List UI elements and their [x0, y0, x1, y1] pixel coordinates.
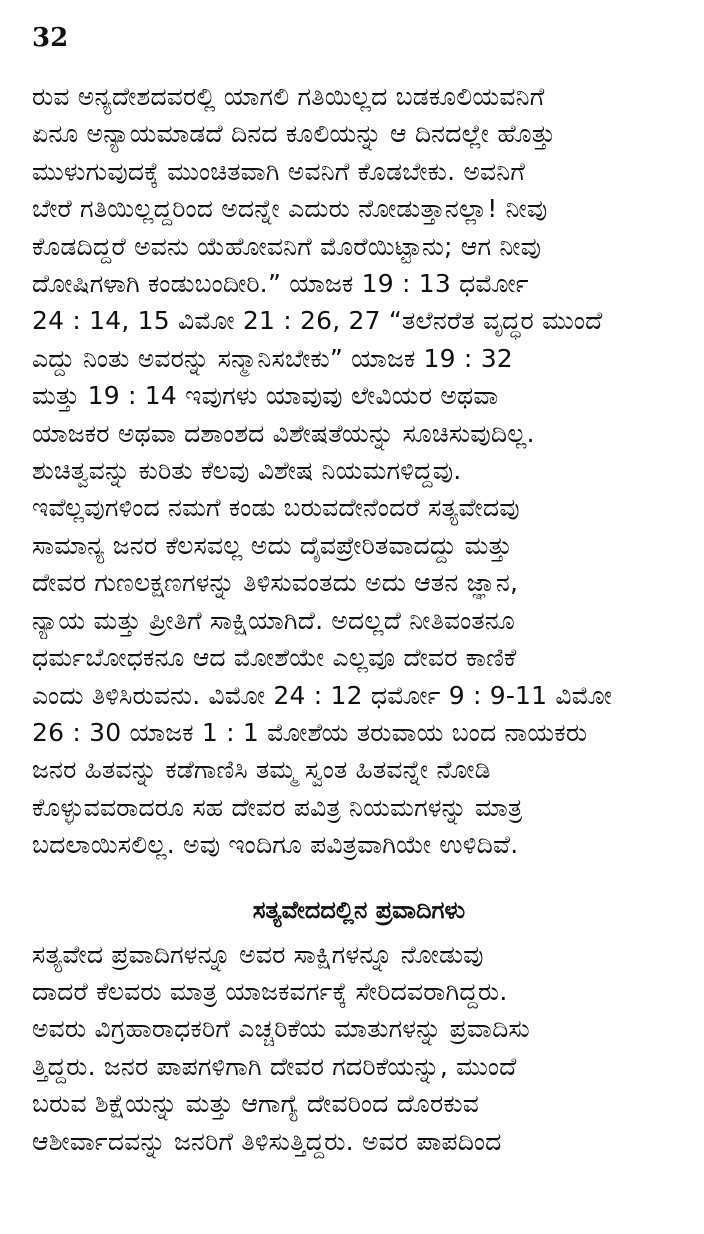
text-line: ತ್ತಿದ್ದರು. ಜನರ ಪಾಪಗಳಿಗಾಗಿ ದೇವರ ಗದರಿಕೆಯನ್ನು, ಮುಂದೆ	[32, 1051, 517, 1081]
text-line: ದೋಷಿಗಳಾಗಿ ಕಂಡುಬಂದೀರಿ.” ಯಾಜಕ 19 : 13 ಧರ್ಮೋ	[32, 269, 529, 299]
text-line: 24 : 14, 15 ವಿಮೋ 21 : 26, 27 “ತಲೆನರೆತ ವೃದ್ಧರ ಮುಂದೆ	[32, 306, 603, 336]
text-line: ಮತ್ತು 19 : 14 ಇವುಗಳು ಯಾವುವು ಲೇವಿಯರ ಅಥವಾ	[32, 381, 499, 411]
text-line: ಧರ್ಮಬೋಧಕನೂ ಆದ ಮೋಶೆಯೇ ಎಲ್ಲವೂ ದೇವರ ಕಾಣಿಕೆ	[32, 643, 517, 673]
text-line: 26 : 30 ಯಾಜಕ 1 : 1 ಮೋಶೆಯ ತರುವಾಯ ಬಂದ ನಾಯಕರು	[32, 717, 588, 747]
text-line: ಯಾಜಕರ ಅಥವಾ ದಶಾಂಶದ ವಿಶೇಷತೆಯನ್ನು ಸೂಚಿಸುವುದಿಲ್ಲ.	[32, 418, 535, 448]
text-line: ಜನರ ಹಿತವನ್ನು ಕಡೆಗಾಣಿಸಿ ತಮ್ಮ ಸ್ವಂತ ಹಿತವನ್ನೇ ನೋಡಿ	[32, 755, 491, 785]
text-line: ಬೇರೆ ಗತಿಯಿಲ್ಲದ್ದರಿಂದ ಅದನ್ನೇ ಎದುರು ನೋಡುತ್ತಾನಲ್ಲಾ! ನೀವು	[32, 194, 548, 224]
text-line: ಬದಲಾಯಿಸಲಿಲ್ಲ. ಅವು ಇಂದಿಗೂ ಪವಿತ್ರವಾಗಿಯೇ ಉಳಿದಿವೆ.	[32, 830, 519, 860]
text-line: ದಾದರೆ ಕೆಲವರು ಮಾತ್ರ ಯಾಜಕವರ್ಗಕ್ಕೆ ಸೇರಿದವರಾಗಿದ್ದರು.	[32, 976, 508, 1006]
page-number: 32	[32, 23, 69, 53]
text-line: ಎಂದು ತಿಳಿಸಿರುವನು. ವಿಮೋ 24 : 12 ಧರ್ಮೋ 9 : 9-11 ವಿಮೋ	[32, 680, 613, 710]
paragraph-prophets	[32, 936, 686, 1160]
text-line: ಕೊಡದಿದ್ದರೆ ಅವನು ಯೆಹೋವನಿಗೆ ಮೊರೆಯಿಟ್ಟಾನು; ಆಗ ನೀವು	[32, 231, 542, 261]
text-line: ಮುಳುಗುವುದಕ್ಕೆ ಮುಂಚಿತವಾಗಿ ಅವನಿಗೆ ಕೊಡಬೇಕು. ಅವನಿಗೆ	[32, 156, 526, 186]
text-line: ರುವ ಅನ್ಯದೇಶದವರಲ್ಲಿ ಯಾಗಲಿ ಗತಿಯಿಲ್ಲದ ಬಡಕೂಲಿಯವನಿಗೆ	[32, 82, 545, 111]
text-line: ಕೊಳ್ಳುವವರಾದರೂ ಸಹ ದೇವರ ಪವಿತ್ರ ನಿಯಮಗಳನ್ನು ಮಾತ್ರ	[32, 792, 523, 822]
text-line: ಆಶೀರ್ವಾದವನ್ನು ಜನರಿಗೆ ತಿಳಿಸುತ್ತಿದ್ದರು. ಅವರ ಪಾಪದಿಂದ	[32, 1126, 502, 1156]
text-line: ಸಾಮಾನ್ಯ ಜನರ ಕೆಲಸವಲ್ಲ ಅದು ದೈವಪ್ರೇರಿತವಾದದ್ದು ಮತ್ತು	[32, 530, 513, 560]
text-line: ಏನೂ ಅನ್ಯಾಯಮಾಡದೆ ದಿನದ ಕೂಲಿಯನ್ನು ಆ ದಿನದಲ್ಲೇ ಹೊತ್ತು	[32, 119, 556, 149]
paragraph-purity-rules	[32, 452, 686, 863]
text-line: ಶುಚಿತ್ವವನ್ನು ಕುರಿತು ಕೆಲವು ವಿಶೇಷ ನಿಯಮಗಳಿದ್ದವು.	[32, 456, 462, 486]
paragraph-continuation	[32, 78, 686, 452]
text-line: ನ್ಯಾಯ ಮತ್ತು ಪ್ರೀತಿಗೆ ಸಾಕ್ಷಿಯಾಗಿದೆ. ಅದಲ್ಲದೆ ನೀತಿವಂತನೂ	[32, 605, 515, 635]
text-line: ಎದ್ದು ನಿಂತು ಅವರನ್ನು ಸನ್ಮಾನಿಸಬೇಕು” ಯಾಜಕ 19 : 32	[32, 343, 513, 373]
text-line: ಇವೆಲ್ಲವುಗಳಿಂದ ನಮಗೆ ಕಂಡು ಬರುವದೇನೆಂದರೆ ಸತ್ಯವೇದವು	[32, 493, 520, 523]
text-line: ಅವರು ವಿಗ್ರಹಾರಾಧಕರಿಗೆ ಎಚ್ಚರಿಕೆಯ ಮಾತುಗಳನ್ನು ಪ್ರವಾದಿಸು	[32, 1014, 530, 1044]
text-line: ಸತ್ಯವೇದ ಪ್ರವಾದಿಗಳನ್ನೂ ಅವರ ಸಾಕ್ಷಿಗಳನ್ನೂ ನೋಡುವು	[32, 939, 484, 969]
section-heading: ಸತ್ಯವೇದದಲ್ಲಿನ ಪ್ರವಾದಿಗಳು	[252, 895, 466, 924]
text-line: ಬರುವ ಶಿಕ್ಷೆಯನ್ನು ಮತ್ತು ಆಗಾಗ್ಯೆ ದೇವರಿಂದ ದೊರಕುವ	[32, 1089, 480, 1119]
text-line: ದೇವರ ಗುಣಲಕ್ಷಣಗಳನ್ನು ತಿಳಿಸುವಂತದು ಅದು ಆತನ ಜ್ಞಾನ,	[32, 568, 519, 598]
